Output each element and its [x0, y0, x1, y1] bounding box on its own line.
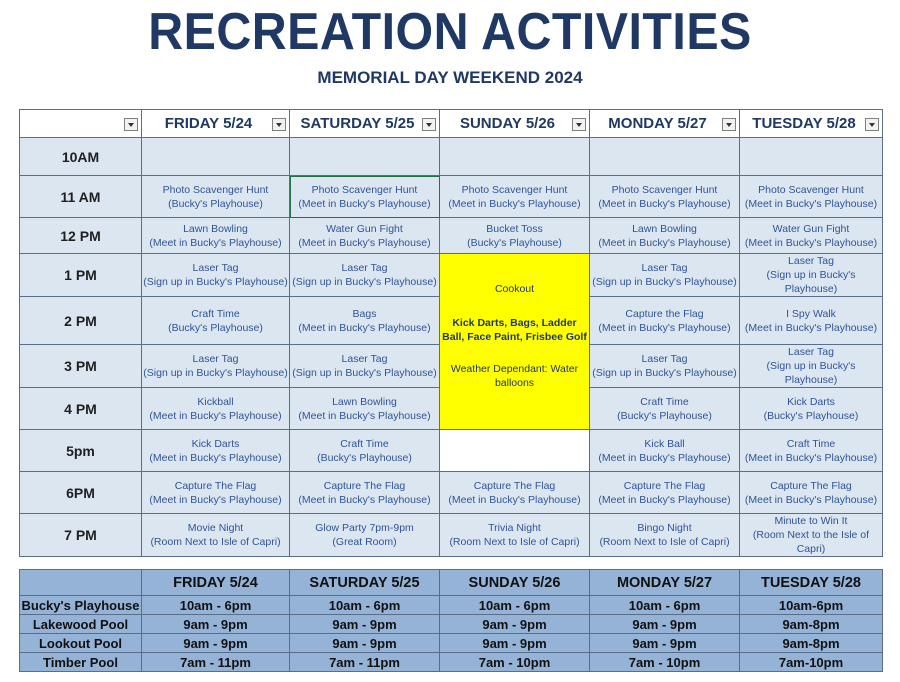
activity-name: Laser Tag [788, 255, 834, 267]
activity-name: Lawn Bowling [632, 222, 697, 235]
activity-name: Photo Scavenger Hunt [461, 183, 568, 196]
activity-name: Glow Party 7pm-9pm [315, 522, 414, 534]
activity-location: (Sign up in Bucky's Playhouse) [592, 276, 737, 288]
activity-name: Kickball [197, 395, 234, 408]
facility-hours-table [19, 569, 883, 672]
activity-location: (Meet in Bucky's Playhouse) [298, 493, 431, 506]
activity-name: Water Gun Fight [772, 222, 850, 235]
activity-cell[interactable] [290, 176, 440, 218]
activity-location: (Bucky's Playhouse) [763, 409, 859, 422]
page-title: RECREATION ACTIVITIES [148, 3, 752, 61]
activity-name: Kick Ball [644, 437, 685, 450]
day-header [290, 110, 440, 138]
activity-name: Laser Tag [641, 353, 688, 365]
activity-cell[interactable] [740, 472, 883, 514]
activity-name: Capture The Flag [623, 479, 706, 492]
activity-location: (Bucky's Playhouse) [467, 236, 562, 249]
activity-location: (Room Next to Isle of Capri) [150, 536, 281, 548]
time-slot: 1 PM [20, 254, 142, 297]
facility-hours: 9am-8pm [740, 634, 883, 653]
cookout-weather: Weather Dependant: Water balloons [450, 363, 579, 389]
schedule-row [20, 254, 883, 297]
time-slot: 3 PM [20, 345, 142, 388]
activity-location: (Meet in Bucky's Playhouse) [598, 236, 731, 249]
activity-name: Bags [352, 307, 377, 320]
header-corner-cell [20, 110, 142, 138]
day-header-label: FRIDAY 5/24 [164, 114, 253, 132]
schedule-row [20, 176, 883, 218]
facility-hours: 9am - 9pm [290, 634, 440, 653]
activity-location: (Meet in Bucky's Playhouse) [744, 451, 878, 464]
day-header [740, 110, 883, 138]
activity-name: Kick Darts [191, 437, 240, 450]
activity-location: (Room Next to the Isle of Capri) [752, 529, 870, 555]
activity-cell[interactable] [440, 138, 590, 176]
activity-cell[interactable] [740, 430, 883, 472]
day-header-label: TUESDAY 5/28 [752, 114, 856, 132]
facility-hours: 7am - 11pm [142, 653, 290, 672]
activity-location: (Sign up in Bucky's Playhouse) [766, 360, 856, 386]
activity-cell[interactable] [440, 514, 590, 557]
day-header [590, 110, 740, 138]
facility-name: Lookout Pool [20, 634, 142, 653]
activity-cell[interactable] [142, 514, 290, 557]
schedule-row [20, 138, 883, 176]
activity-name: Minute to Win It [774, 515, 848, 527]
time-slot: 4 PM [20, 388, 142, 430]
activity-cell[interactable] [142, 254, 290, 297]
time-slot: 10AM [20, 138, 142, 176]
facility-hours: 9am - 9pm [590, 615, 740, 634]
activity-name: Craft Time [340, 437, 389, 450]
activity-cell[interactable] [290, 254, 440, 297]
facility-hours: 10am - 6pm [290, 596, 440, 615]
hours-day-header: SATURDAY 5/25 [290, 570, 440, 596]
activity-cell[interactable] [142, 176, 290, 218]
activity-location: (Meet in Bucky's Playhouse) [298, 321, 431, 334]
activity-name: Laser Tag [641, 262, 688, 274]
activity-cell[interactable] [590, 218, 740, 254]
activity-location: (Bucky's Playhouse) [617, 409, 712, 422]
activity-location: (Great Room) [332, 536, 397, 548]
activity-location: (Meet in Bucky's Playhouse) [744, 493, 878, 506]
activity-location: (Meet in Bucky's Playhouse) [598, 197, 731, 210]
activity-cell[interactable] [290, 297, 440, 345]
activity-cell[interactable] [590, 430, 740, 472]
day-header-label: SATURDAY 5/25 [300, 114, 415, 132]
hours-day-header: FRIDAY 5/24 [142, 570, 290, 596]
activity-location: (Meet in Bucky's Playhouse) [149, 236, 282, 249]
activity-location: (Meet in Bucky's Playhouse) [448, 197, 581, 210]
filter-dropdown-icon[interactable] [865, 118, 879, 131]
activity-cell[interactable] [590, 176, 740, 218]
activity-cell[interactable] [740, 388, 883, 430]
activity-cell[interactable] [590, 388, 740, 430]
activity-name: Bucket Toss [486, 222, 543, 235]
activity-name: Craft Time [786, 437, 836, 450]
hours-row [20, 615, 883, 634]
page-subtitle: MEMORIAL DAY WEEKEND 2024 [317, 68, 583, 87]
activity-location: (Meet in Bucky's Playhouse) [448, 493, 581, 506]
activity-cell[interactable] [290, 472, 440, 514]
hours-row [20, 596, 883, 615]
facility-hours: 10am - 6pm [440, 596, 590, 615]
activity-name: Laser Tag [788, 346, 834, 358]
activity-cell[interactable] [590, 345, 740, 388]
hours-corner-cell [20, 570, 142, 596]
activity-location: (Bucky's Playhouse) [168, 197, 263, 210]
activity-cell[interactable] [142, 388, 290, 430]
hours-row [20, 634, 883, 653]
activity-cell[interactable] [740, 218, 883, 254]
activity-location: (Sign up in Bucky's Playhouse) [592, 367, 737, 379]
facility-hours: 9am - 9pm [142, 615, 290, 634]
day-header [440, 110, 590, 138]
activity-name: Water Gun Fight [326, 222, 403, 235]
hours-row [20, 653, 883, 672]
time-slot: 11 AM [20, 176, 142, 218]
day-header [142, 110, 290, 138]
activity-cell[interactable] [142, 138, 290, 176]
activity-name: Capture The Flag [473, 479, 556, 492]
facility-hours: 7am - 10pm [590, 653, 740, 672]
activity-cell[interactable] [290, 345, 440, 388]
activity-name: Laser Tag [192, 353, 239, 365]
activity-cell[interactable] [290, 430, 440, 472]
facility-hours: 9am - 9pm [440, 615, 590, 634]
filter-dropdown-icon[interactable] [272, 118, 286, 131]
activity-name: Capture The Flag [323, 479, 406, 492]
facility-hours: 9am - 9pm [142, 634, 290, 653]
activity-location: (Meet in Bucky's Playhouse) [149, 493, 282, 506]
activity-name: Lawn Bowling [183, 222, 248, 235]
activity-cell[interactable] [142, 218, 290, 254]
activity-cell[interactable] [290, 218, 440, 254]
cookout-title: Cookout [494, 283, 535, 295]
time-slot: 2 PM [20, 297, 142, 345]
facility-name: Timber Pool [20, 653, 142, 672]
cookout-cell[interactable] [440, 254, 590, 430]
activity-schedule-table [19, 109, 883, 557]
activity-cell[interactable] [440, 176, 590, 218]
activity-name: Capture the Flag [625, 307, 704, 320]
activity-name: Movie Night [187, 522, 244, 534]
activity-cell[interactable] [590, 297, 740, 345]
activity-name: Photo Scavenger Hunt [311, 183, 418, 196]
activity-location: (Room Next to Isle of Capri) [449, 536, 580, 548]
hours-day-header: MONDAY 5/27 [590, 570, 740, 596]
activity-name: Capture The Flag [174, 479, 257, 492]
activity-location: (Meet in Bucky's Playhouse) [149, 451, 282, 464]
activity-name: Laser Tag [341, 353, 388, 365]
activity-cell[interactable] [290, 388, 440, 430]
facility-hours: 10am - 6pm [142, 596, 290, 615]
activity-cell[interactable] [740, 297, 883, 345]
filter-dropdown-icon[interactable] [572, 118, 586, 131]
facility-hours: 10am-6pm [740, 596, 883, 615]
facility-hours: 7am-10pm [740, 653, 883, 672]
activity-location: (Meet in Bucky's Playhouse) [149, 409, 282, 422]
activity-name: I Spy Walk [786, 307, 836, 320]
filter-dropdown-icon[interactable] [422, 118, 436, 131]
activity-cell[interactable] [740, 345, 883, 388]
facility-hours: 7am - 11pm [290, 653, 440, 672]
activity-location: (Sign up in Bucky's Playhouse) [292, 367, 437, 379]
activity-location: (Bucky's Playhouse) [168, 321, 263, 334]
activity-location: (Meet in Bucky's Playhouse) [298, 236, 431, 249]
time-slot: 5pm [20, 430, 142, 472]
activity-name: Photo Scavenger Hunt [162, 183, 269, 196]
activity-cell[interactable] [142, 472, 290, 514]
activity-cell[interactable] [440, 472, 590, 514]
time-slot: 6PM [20, 472, 142, 514]
activity-cell[interactable] [142, 430, 290, 472]
activity-name: Kick Darts [787, 395, 835, 408]
activity-cell[interactable] [740, 138, 883, 176]
filter-dropdown-icon[interactable] [722, 118, 736, 131]
activity-name: Photo Scavenger Hunt [758, 183, 864, 196]
activity-cell[interactable] [142, 297, 290, 345]
activity-location: (Sign up in Bucky's Playhouse) [143, 276, 288, 288]
activity-location: (Room Next to Isle of Capri) [599, 536, 730, 548]
activity-cell[interactable] [290, 138, 440, 176]
facility-hours: 9am - 9pm [290, 615, 440, 634]
facility-hours: 9am - 9pm [440, 634, 590, 653]
activity-location: (Meet in Bucky's Playhouse) [744, 236, 878, 249]
activity-location: (Meet in Bucky's Playhouse) [598, 451, 731, 464]
day-header-label: MONDAY 5/27 [608, 114, 707, 132]
activity-cell[interactable] [142, 345, 290, 388]
activity-location: (Meet in Bucky's Playhouse) [298, 409, 431, 422]
schedule-row [20, 514, 883, 557]
activity-location: (Meet in Bucky's Playhouse) [744, 321, 878, 334]
schedule-row [20, 218, 883, 254]
facility-name: Lakewood Pool [20, 615, 142, 634]
facility-hours: 10am - 6pm [590, 596, 740, 615]
activity-name: Trivia Night [488, 522, 541, 534]
activity-name: Craft Time [640, 395, 689, 408]
cookout-games: Kick Darts, Bags, Ladder Ball, Face Paint, Frisbee Golf [442, 317, 587, 343]
activity-location: (Meet in Bucky's Playhouse) [298, 197, 431, 210]
activity-cell[interactable] [740, 514, 883, 557]
schedule-header-row [20, 110, 883, 138]
day-header-label: SUNDAY 5/26 [459, 114, 556, 132]
activity-cell[interactable] [590, 138, 740, 176]
activity-location: (Sign up in Bucky's Playhouse) [766, 269, 856, 295]
time-slot: 7 PM [20, 514, 142, 557]
activity-name: Capture The Flag [770, 479, 852, 492]
facility-hours: 9am - 9pm [590, 634, 740, 653]
activity-name: Lawn Bowling [332, 395, 397, 408]
hours-day-header: TUESDAY 5/28 [740, 570, 883, 596]
activity-cell[interactable] [440, 218, 590, 254]
activity-name: Photo Scavenger Hunt [611, 183, 718, 196]
activity-location: (Meet in Bucky's Playhouse) [598, 493, 731, 506]
schedule-row [20, 430, 883, 472]
activity-cell[interactable] [290, 514, 440, 557]
activity-cell[interactable] [590, 254, 740, 297]
activity-location: (Bucky's Playhouse) [317, 451, 412, 464]
activity-location: (Sign up in Bucky's Playhouse) [292, 276, 437, 288]
activity-cell[interactable] [440, 430, 590, 472]
activity-location: (Meet in Bucky's Playhouse) [598, 321, 731, 334]
activity-cell[interactable] [740, 254, 883, 297]
activity-name: Craft Time [191, 307, 240, 320]
activity-name: Bingo Night [637, 522, 692, 534]
facility-name: Bucky's Playhouse [20, 596, 142, 615]
activity-location: (Meet in Bucky's Playhouse) [744, 197, 878, 210]
facility-hours: 7am - 10pm [440, 653, 590, 672]
activity-cell[interactable] [590, 514, 740, 557]
hours-header-row [20, 570, 883, 596]
activity-location: (Sign up in Bucky's Playhouse) [143, 367, 288, 379]
activity-cell[interactable] [740, 176, 883, 218]
activity-cell[interactable] [590, 472, 740, 514]
facility-hours: 9am-8pm [740, 615, 883, 634]
schedule-row [20, 472, 883, 514]
filter-dropdown-icon[interactable] [124, 118, 138, 131]
time-slot: 12 PM [20, 218, 142, 254]
activity-name: Laser Tag [341, 262, 388, 274]
hours-day-header: SUNDAY 5/26 [440, 570, 590, 596]
activity-name: Laser Tag [192, 262, 239, 274]
